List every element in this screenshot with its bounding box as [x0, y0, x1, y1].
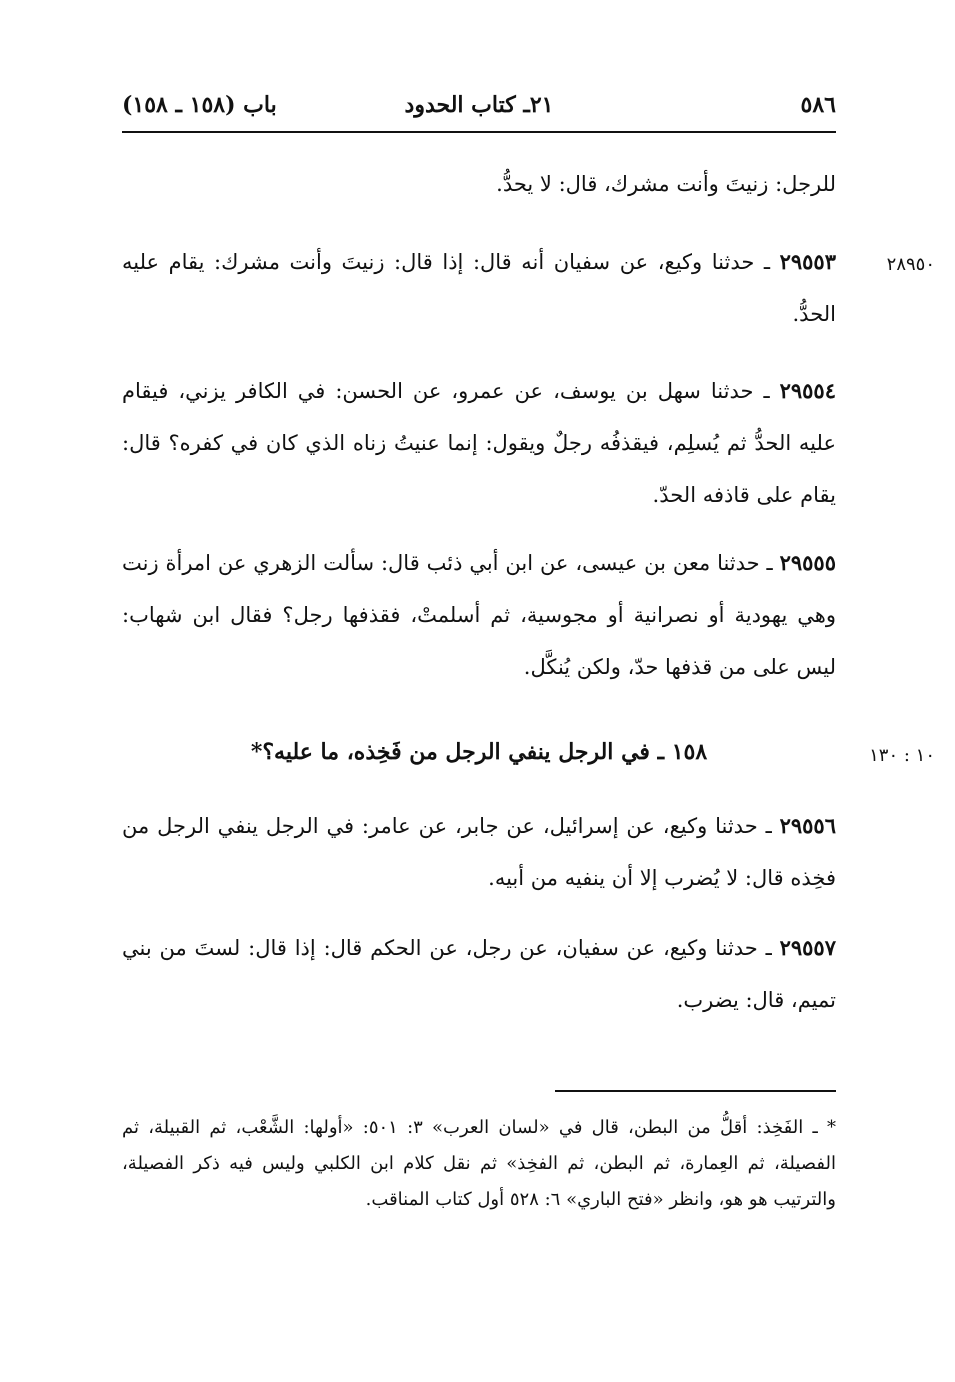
paragraph-continuation: للرجل: زنيتَ وأنت مشرك، قال: لا يحدُّ. — [496, 172, 836, 196]
hadith-29555 — [122, 537, 836, 693]
margin-reference: ١٠ : ١٣٠ — [869, 745, 935, 766]
page-number: ٥٨٦ — [800, 92, 836, 118]
hadith-29557 — [122, 922, 836, 1026]
chapter-range: باب (١٥٨ ـ ١٥٨) — [122, 92, 277, 118]
hadith-text: ـ حدثنا معن بن عيسى، عن ابن أبي ذئب قال: سألت الزهري عن امرأة زنت وهي يهودية أو نصرانية أو مجوسية، ثم أسلمتْ، فقذفها رجل؟ فقال ابن شهاب: ليس على من قذفها حدّ، ولكن يُنكَّل. — [122, 551, 836, 679]
footnote: * ـ الفَخِذ: أقلُّ من البطن، قال في «لسان العرب» ٣: ٥٠١: «أولها: الشَّعْب، ثم القبيلة، ثم الفصيلة، ثم العِمارة، ثم البطن، ثم الفخِذ» ثم نقل كلام ابن الكلبي وليس فيه ذكر الفصيلة، والترتيب هو هو، وانظر «فتح الباري» ٦: ٥٢٨ أول كتاب المناقب. — [122, 1117, 836, 1210]
footnote-rule — [555, 1090, 836, 1092]
hadith-29556 — [122, 800, 836, 904]
hadith-text: ـ حدثنا وكيع، عن إسرائيل، عن جابر، عن عامر: في الرجل ينفي الرجل من فخِذه قال: لا يُضرب إلا أن ينفيه من أبيه. — [122, 814, 836, 890]
hadith-text: ـ حدثنا وكيع، عن سفيان، عن رجل، عن الحكم قال: إذا قال: لستَ من بني تميم، قال: يضرب. — [122, 936, 836, 1012]
page-header — [122, 88, 836, 128]
hadith-text: ـ حدثنا سهل بن يوسف، عن عمرو، عن الحسن: في الكافر يزني، فيقام عليه الحدُّ ثم يُسلِم، فيقذفُه رجلٌ ويقول: إنما عنيتُ زناه الذي كان في كفره؟ قال: يقام على قاذفه الحدّ. — [122, 379, 836, 507]
hadith-number: ٢٩٥٥٥ — [779, 550, 836, 575]
hadith-number: ٢٩٥٥٦ — [779, 813, 836, 838]
book-title: ٢١ـ كتاب الحدود — [404, 92, 554, 118]
hadith-number: ٢٩٥٥٣ — [779, 249, 836, 274]
hadith-29553 — [122, 236, 836, 340]
hadith-29554 — [122, 365, 836, 521]
hadith-number: ٢٩٥٥٤ — [779, 378, 836, 403]
hadith-number: ٢٩٥٥٧ — [779, 935, 836, 960]
header-rule — [122, 131, 836, 133]
hadith-text: ـ حدثنا وكيع، عن سفيان أنه قال: إذا قال: زنيتَ وأنت مشرك: يقام عليه الحدُّ. — [122, 250, 836, 326]
chapter-heading: ١٥٨ ـ في الرجل ينفي الرجل من فَخِذه، ما عليه؟* — [250, 739, 708, 765]
margin-reference: ٢٨٩٥٠ — [886, 254, 935, 275]
